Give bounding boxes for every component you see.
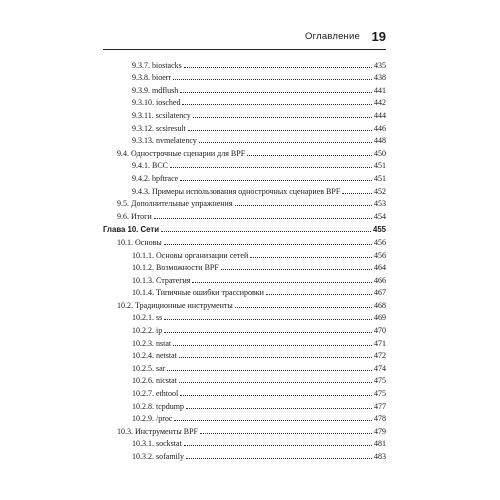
- toc-entry-label: 10.2.9. /proc: [132, 414, 173, 424]
- toc-entry[interactable]: [103, 374, 386, 387]
- dot-leader: [173, 345, 372, 346]
- dot-leader: [235, 307, 372, 308]
- header-title: Оглавление: [305, 31, 360, 42]
- dot-leader: [184, 67, 372, 68]
- toc-entry-label: 10.2.1. ss: [132, 313, 163, 323]
- toc-entry-page: 481: [374, 439, 386, 449]
- toc-entry[interactable]: [103, 134, 386, 147]
- table-of-contents: [103, 58, 386, 462]
- toc-entry[interactable]: [103, 449, 386, 462]
- toc-entry-label: 9.3.7. biostacks: [132, 60, 182, 70]
- toc-entry[interactable]: [103, 424, 386, 437]
- toc-entry-page: 475: [374, 376, 386, 386]
- toc-entry-page: 442: [374, 98, 386, 108]
- toc-entry-page: 483: [374, 452, 386, 461]
- toc-entry-label: Глава 10. Сети: [103, 225, 159, 235]
- toc-entry-label: 9.3.11. scsilatency: [132, 110, 191, 120]
- dot-leader: [174, 420, 372, 421]
- dot-leader: [342, 193, 372, 194]
- toc-entry-label: 9.4. Однострочные сценарии для BPF: [117, 148, 246, 158]
- toc-entry-label: 9.3.9. mdflush: [132, 85, 179, 95]
- toc-entry[interactable]: [103, 311, 386, 324]
- toc-entry[interactable]: [103, 412, 386, 425]
- toc-entry[interactable]: [103, 108, 386, 121]
- toc-entry[interactable]: [103, 261, 386, 274]
- dot-leader: [200, 433, 372, 434]
- toc-entry-page: 467: [374, 288, 386, 298]
- header-page-number: 19: [371, 29, 386, 44]
- toc-entry-page: 472: [374, 351, 386, 361]
- toc-entry[interactable]: [103, 298, 386, 311]
- toc-entry-page: 435: [374, 60, 386, 70]
- toc-entry-label: 10.3.1. sockstat: [132, 439, 182, 449]
- toc-entry-page: 479: [374, 426, 386, 436]
- dot-leader: [184, 445, 372, 446]
- dot-leader: [182, 104, 372, 105]
- toc-entry[interactable]: [103, 437, 386, 450]
- dot-leader: [161, 231, 371, 232]
- toc-entry-page: 446: [374, 123, 386, 133]
- toc-entry-label: 10.1.2. Возможности BPF: [132, 263, 219, 273]
- toc-entry-label: 10.1. Основы: [117, 237, 162, 247]
- dot-leader: [186, 408, 372, 409]
- toc-entry-page: 451: [374, 173, 386, 183]
- toc-entry-page: 452: [374, 186, 386, 196]
- toc-entry[interactable]: [103, 121, 386, 134]
- dot-leader: [173, 79, 372, 80]
- dot-leader: [164, 319, 372, 320]
- toc-entry-page: 455: [372, 225, 386, 235]
- toc-entry-page: 448: [374, 136, 386, 146]
- dot-leader: [235, 205, 372, 206]
- toc-entry[interactable]: [103, 349, 386, 362]
- toc-entry-label: 9.4.1. BCC: [132, 161, 169, 171]
- toc-entry[interactable]: [103, 361, 386, 374]
- toc-entry-page: 477: [374, 401, 386, 411]
- toc-entry-page: 451: [374, 161, 386, 171]
- toc-entry[interactable]: [103, 146, 386, 159]
- toc-entry-label: 10.1.3. Стратегия: [132, 275, 191, 285]
- toc-entry-label: 9.3.10. iosched: [132, 98, 181, 108]
- dot-leader: [154, 218, 372, 219]
- toc-entry-label: 10.2.5. sar: [132, 363, 166, 373]
- toc-entry[interactable]: [103, 58, 386, 71]
- toc-entry-page: 470: [374, 326, 386, 336]
- toc-entry-page: 450: [374, 148, 386, 158]
- toc-entry-page: 471: [374, 338, 386, 348]
- toc-entry-label: 9.4.2. bpftrace: [132, 173, 179, 183]
- toc-entry-label: 10.2.8. tcpdump: [132, 401, 184, 411]
- toc-entry-label: 10.2.7. ethtool: [132, 389, 179, 399]
- toc-entry[interactable]: [103, 286, 386, 299]
- toc-entry[interactable]: [103, 323, 386, 336]
- dot-leader: [266, 294, 372, 295]
- dot-leader: [180, 395, 372, 396]
- dot-leader: [250, 257, 372, 258]
- toc-entry[interactable]: [103, 273, 386, 286]
- toc-entry-page: 475: [374, 389, 386, 399]
- toc-entry[interactable]: [103, 336, 386, 349]
- toc-entry-page: 453: [374, 199, 386, 209]
- toc-entry-page: 456: [374, 237, 386, 247]
- dot-leader: [164, 244, 372, 245]
- dot-leader: [188, 130, 372, 131]
- toc-entry-page: 474: [374, 363, 386, 373]
- dot-leader: [179, 382, 372, 383]
- dot-leader: [180, 180, 372, 181]
- toc-entry[interactable]: [103, 184, 386, 197]
- toc-entry-page: 469: [374, 313, 386, 323]
- toc-entry-label: 10.2.2. ip: [132, 326, 163, 336]
- dot-leader: [247, 155, 372, 156]
- dot-leader: [179, 357, 372, 358]
- toc-entry-page: 466: [374, 275, 386, 285]
- toc-entry[interactable]: [103, 235, 386, 248]
- toc-entry-label: 9.4.3. Примеры использования однострочных сценариев BPF: [132, 186, 341, 196]
- dot-leader: [199, 142, 372, 143]
- toc-entry-label: 10.1.4. Типичные ошибки трассировки: [132, 288, 264, 298]
- toc-entry[interactable]: [103, 197, 386, 210]
- dot-leader: [193, 117, 372, 118]
- toc-entry-page: 456: [374, 250, 386, 260]
- toc-entry-page: 438: [374, 73, 386, 83]
- toc-entry-label: 9.3.12. scsiresult: [132, 123, 186, 133]
- toc-entry-page: 478: [374, 414, 386, 424]
- dot-leader: [221, 269, 372, 270]
- toc-entry[interactable]: [103, 386, 386, 399]
- toc-entry-page: 468: [374, 300, 386, 310]
- toc-entry-page: 454: [374, 211, 386, 221]
- toc-entry[interactable]: [103, 83, 386, 96]
- toc-entry-label: 9.5. Дополнительные упражнения: [117, 199, 233, 209]
- running-header: [103, 29, 386, 50]
- dot-leader: [167, 370, 372, 371]
- dot-leader: [164, 332, 372, 333]
- toc-entry-label: 10.2.6. nicstat: [132, 376, 177, 386]
- toc-entry-label: 9.3.8. bioerr: [132, 73, 172, 83]
- toc-entry[interactable]: [103, 96, 386, 109]
- dot-leader: [170, 167, 372, 168]
- toc-entry-label: 10.3.2. sofamily: [132, 452, 184, 461]
- toc-entry-label: 10.2. Традиционные инструменты: [117, 300, 233, 310]
- toc-entry-label: 10.3. Инструменты BPF: [117, 426, 198, 436]
- toc-entry-page: 444: [374, 110, 386, 120]
- toc-chapter-entry[interactable]: [103, 223, 386, 236]
- toc-entry-label: 10.2.4. netstat: [132, 351, 177, 361]
- toc-entry-label: 9.3.13. nvmelatency: [132, 136, 197, 146]
- toc-entry-label: 10.1.1. Основы организации сетей: [132, 250, 249, 260]
- toc-entry[interactable]: [103, 171, 386, 184]
- dot-leader: [180, 92, 372, 93]
- toc-entry-label: 9.6. Итоги: [117, 211, 152, 221]
- toc-entry[interactable]: [103, 71, 386, 84]
- toc-entry[interactable]: [103, 248, 386, 261]
- dot-leader: [186, 458, 372, 459]
- toc-entry-page: 441: [374, 85, 386, 95]
- toc-entry[interactable]: [103, 159, 386, 172]
- toc-entry[interactable]: [103, 209, 386, 222]
- toc-entry[interactable]: [103, 399, 386, 412]
- dot-leader: [192, 282, 372, 283]
- toc-entry-page: 464: [374, 263, 386, 273]
- toc-entry-label: 10.2.3. nstat: [132, 338, 172, 348]
